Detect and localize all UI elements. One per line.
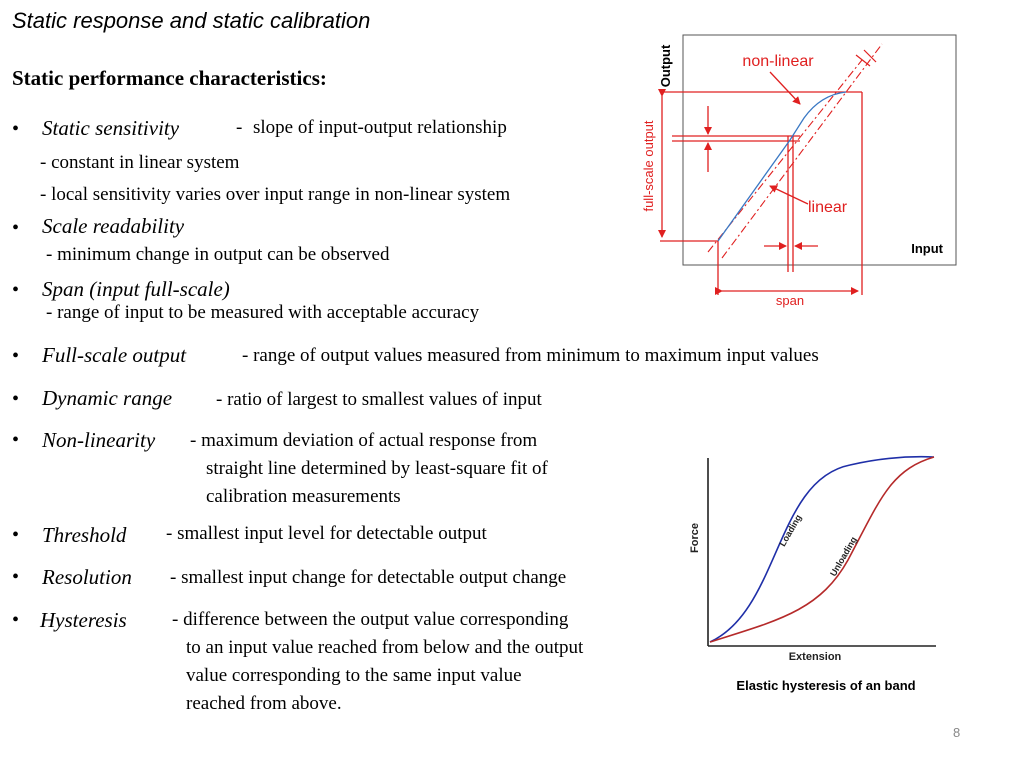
term-full-scale-output: Full-scale output — [42, 343, 187, 367]
force-axis-label: Force — [689, 523, 701, 553]
unloading-label: Unloading — [828, 534, 859, 579]
loading-curve — [710, 457, 934, 642]
bullet-marker: • — [12, 345, 20, 367]
desc-hysteresis-line2: to an input value reached from below and the output — [186, 637, 584, 658]
desc-non-linearity-line3: calibration measurements — [206, 486, 401, 507]
hysteresis-caption: Elastic hysteresis of an band — [736, 678, 916, 693]
desc-resolution: - smallest input change for detectable output change — [170, 567, 567, 588]
term-hysteresis: Hysteresis — [40, 608, 127, 632]
term-static-sensitivity: Static sensitivity — [42, 116, 180, 140]
output-axis-label: Output — [658, 44, 673, 88]
response-curve — [718, 92, 846, 241]
term-resolution: Resolution — [42, 565, 132, 589]
linear-label: linear — [808, 199, 848, 216]
desc-static-sensitivity: slope of input-output relationship — [253, 117, 507, 138]
page-number: 8 — [953, 725, 961, 740]
extension-axis-label: Extension — [788, 651, 842, 663]
term-span: Span (input full-scale) — [42, 277, 230, 301]
hysteresis-diagram — [680, 448, 950, 698]
desc-linear-system: - constant in linear system — [40, 152, 240, 173]
nonlinear-pointer — [770, 72, 800, 104]
bullet-marker: • — [12, 609, 20, 631]
input-axis-label: Input — [911, 241, 943, 256]
term-dynamic-range: Dynamic range — [42, 386, 173, 410]
desc-full-scale-output: - range of output values measured from minimum to maximum input values — [242, 345, 819, 366]
calibration-diagram — [630, 30, 960, 315]
desc-hysteresis-line4: reached from above. — [186, 693, 342, 714]
term-non-linearity: Non-linearity — [42, 428, 156, 452]
bullet-marker: • — [12, 388, 20, 410]
linear-pointer — [770, 186, 808, 204]
full-scale-output-label: full-scale output — [641, 120, 656, 212]
nonlinear-label: non-linear — [742, 53, 814, 70]
loading-label: Loading — [777, 512, 804, 549]
desc-non-linearity-line2: straight line determined by least-square fit of — [206, 458, 548, 479]
desc-span: - range of input to be measured with acceptable accuracy — [46, 302, 480, 323]
bullet-marker: • — [12, 429, 20, 451]
bullet-marker: • — [12, 566, 20, 588]
diagram-frame — [683, 35, 956, 265]
desc-nonlinear-system: - local sensitivity varies over input range in non-linear system — [40, 184, 511, 205]
span-label: span — [775, 293, 805, 308]
dash-static-sensitivity: - — [236, 117, 243, 138]
lower-bound-line — [722, 44, 882, 258]
section-heading: Static performance characteristics: — [12, 66, 327, 90]
desc-threshold: - smallest input level for detectable output — [166, 523, 487, 544]
desc-non-linearity-line1: - maximum deviation of actual response from — [190, 430, 538, 451]
slide-title: Static response and static calibration — [12, 8, 371, 33]
desc-dynamic-range: - ratio of largest to smallest values of input — [216, 389, 542, 410]
term-scale-readability: Scale readability — [42, 214, 185, 238]
desc-hysteresis-line3: value corresponding to the same input value — [186, 665, 522, 686]
term-threshold: Threshold — [42, 523, 127, 547]
bullet-marker: • — [12, 118, 20, 140]
bullet-marker: • — [12, 217, 20, 239]
desc-hysteresis-line1: - difference between the output value corresponding — [172, 609, 569, 630]
desc-scale-readability: - minimum change in output can be observed — [46, 244, 390, 265]
bullet-marker: • — [12, 279, 20, 301]
bullet-marker: • — [12, 524, 20, 546]
